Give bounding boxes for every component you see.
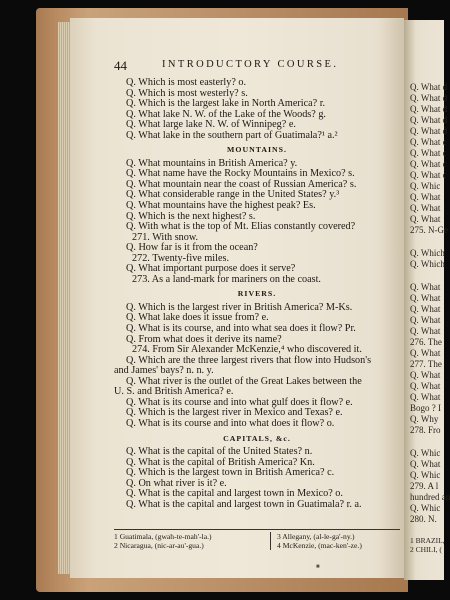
footnote: 1 BRAZIL, <box>410 536 445 545</box>
text-line: Q. Which is the largest river in Mexico and Texas? e. <box>126 407 343 419</box>
section-heading-mountains: MOUNTAINS. <box>227 145 287 155</box>
text-line: Q. What mountains have the highest peak? Es. <box>126 200 316 212</box>
text-line: 277. The <box>410 359 442 369</box>
text-line: Q. What lake does it issue from? e. <box>126 312 269 324</box>
section-heading-rivers: RIVERS. <box>237 289 277 299</box>
footnote: 2 Nicaragua, (nic-ar-au'-gua.) <box>114 541 204 550</box>
footnote-column-left <box>114 532 264 550</box>
text-line: Q. What d <box>410 115 448 125</box>
text-line: 276. The <box>410 337 442 347</box>
footnote: 2 CHILI, ( <box>410 545 442 554</box>
text-line: Q. What <box>410 304 441 314</box>
text-line: Q. What <box>410 203 441 213</box>
text-line: Q. What <box>410 315 441 325</box>
text-line: Q. What c <box>410 159 447 169</box>
text-line: Bogo ? I <box>410 403 441 413</box>
text-line: Q. What is its course and into what does it flow? o. <box>126 417 335 429</box>
text-line: Q. What is the capital and largest town in Guatimala? r. a. <box>126 498 362 510</box>
answer-line: 272. Twenty-five miles. <box>132 252 229 264</box>
text-line: Q. What <box>410 348 441 358</box>
text-line: Q. What <box>410 192 441 202</box>
text-line: Q. What <box>410 326 441 336</box>
text-line: Q. What d <box>410 126 448 136</box>
text-line: 278. Fro <box>410 425 441 435</box>
text-line: Q. What <box>410 282 441 292</box>
section-lakes <box>114 78 400 141</box>
text-line: Q. What <box>410 370 441 380</box>
text-line: Q. What <box>410 392 441 402</box>
page-header <box>114 58 394 72</box>
book-page <box>70 18 404 578</box>
text-line: Q. Whic <box>410 181 441 191</box>
page-number: 44 <box>114 58 127 73</box>
text-line: Q. What lake N. W. of the Lake of the Woods? g. <box>126 108 326 120</box>
text-line: Q. What lake in the southern part of Guatimala?¹ a.² <box>126 129 338 141</box>
footnote-column-right <box>270 532 407 550</box>
page-body <box>114 78 400 510</box>
text-line: Q. Whic <box>410 448 441 458</box>
text-line: Q. Which is the largest lake in North America? r. <box>126 98 326 110</box>
text-line: Q. What c <box>410 137 447 147</box>
text-line: Q. What mountains in British America? y. <box>126 157 298 169</box>
text-line: Q. What <box>410 459 441 469</box>
text-line: Q. What is the capital of the United States? n. <box>126 446 313 458</box>
running-head: INTRODUCTORY COURSE. <box>162 59 339 70</box>
text-line: Q. What is the capital and largest town in Mexico? o. <box>126 488 343 500</box>
answer-line: 271. With snow. <box>132 231 199 243</box>
text-line: Q. Whic <box>410 503 441 513</box>
text-line: Q. From what does it derive its name? <box>126 333 282 345</box>
text-line: Q. What <box>410 293 441 303</box>
section-heading-capitals: CAPITALS, &c. <box>223 433 291 443</box>
answer-line: 273. As a land-mark for mariners on the coast. <box>132 273 321 285</box>
footnote-divider <box>114 529 400 530</box>
text-line: Q. Which are the three largest rivers that flow into Hudson's <box>126 354 372 366</box>
footnote: 4 McKenzie, (mac-ken'-ze.) <box>277 541 362 550</box>
text-line: Q. Which <box>410 248 445 258</box>
text-line: Q. What <box>410 381 441 391</box>
text-line: Q. What is its course, and into what sea does it flow? Pr. <box>126 323 356 335</box>
text-line: hundred an <box>410 492 450 502</box>
text-line: 280. N. <box>410 514 437 524</box>
text-line: Q. On what river is it? e. <box>126 477 227 489</box>
text-line: Q. What mountain near the coast of Russian America? s. <box>126 178 357 190</box>
section-mountains <box>114 159 400 286</box>
text-line: Q. What river is the outlet of the Great Lakes between the <box>126 375 362 387</box>
text-line: Q. With what is the top of Mt. Elias constantly covered? <box>126 221 356 233</box>
text-line: Q. What is its course and into what gulf does it flow? e. <box>126 396 353 408</box>
text-line: Q. How far is it from the ocean? <box>126 242 258 254</box>
text-line: U. S. and British America? e. <box>114 386 234 398</box>
text-line: Q. Which is the largest river in British America? M-Ks. <box>126 301 353 313</box>
text-line: Q. What considerable range in the United States? y.³ <box>126 189 340 201</box>
text-line: Q. What d <box>410 82 448 92</box>
text-line: Q. Why <box>410 414 439 424</box>
text-line: Q. Which is the largest town in British America? c. <box>126 467 335 479</box>
answer-line: 274. From Sir Alexander McKenzie,⁴ who discovered it. <box>132 344 362 356</box>
text-line: Q. What <box>410 214 441 224</box>
footnote: 1 Guatimala, (gwah-te-mah'-la.) <box>114 532 212 541</box>
text-line: Q. Which <box>410 259 445 269</box>
text-line: 275. N-Ge <box>410 225 448 235</box>
text-line: Q. Which is most easterly? o. <box>126 77 247 88</box>
text-line: Q. What d <box>410 93 448 103</box>
text-line: Q. What c <box>410 170 447 180</box>
facing-page-edge <box>404 20 450 580</box>
text-line: Q. What important purpose does it serve? <box>126 263 296 275</box>
section-rivers <box>114 303 400 430</box>
text-line: Q. Which is most westerly? s. <box>126 87 248 99</box>
text-line: Q. What name have the Rocky Mountains in Mexico? s. <box>126 168 355 180</box>
printer-mark: ■ <box>316 564 320 570</box>
text-line: Q. What is the capital of British America? Kn. <box>126 456 315 468</box>
text-line: Q. Whic <box>410 470 441 480</box>
text-line: Q. What large lake N. W. of Winnipeg? e. <box>126 119 296 131</box>
text-line: 279. A l <box>410 481 439 491</box>
text-line: Q. What c <box>410 148 447 158</box>
footnote: 3 Allegany, (al-le-ga'-ny.) <box>277 532 355 541</box>
section-capitals <box>114 447 400 510</box>
text-line: Q. What d <box>410 104 448 114</box>
text-line: Q. Which is the next highest? s. <box>126 210 256 222</box>
text-line: and James' bays? n. n. y. <box>114 365 214 377</box>
